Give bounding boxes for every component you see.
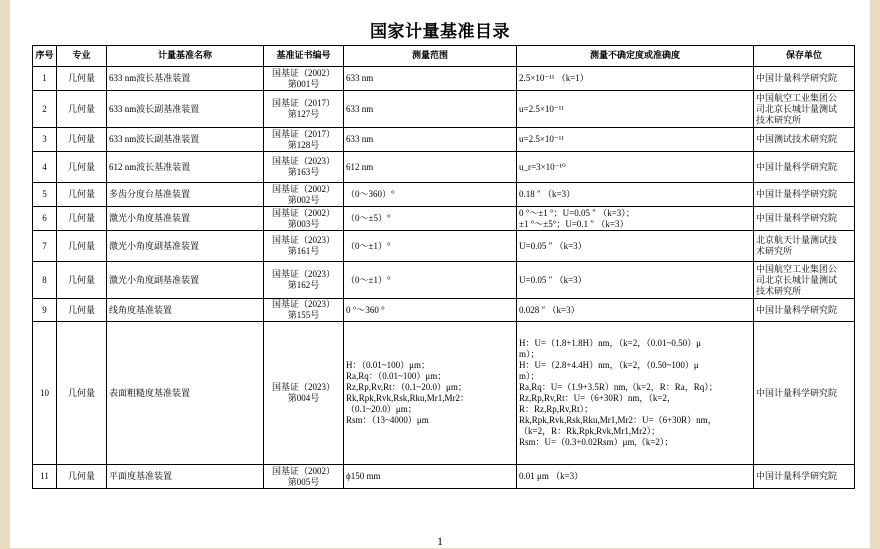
cell-cert-line: 国基证（2017） <box>271 98 335 108</box>
cell-range <box>344 91 517 128</box>
cell-unit <box>754 67 855 91</box>
cell-unit <box>754 262 855 299</box>
cell-cert <box>264 465 344 489</box>
cell-uncertainty-line: u=2.5×10⁻¹¹ <box>519 134 565 144</box>
cell-field: 几何量 <box>57 465 107 489</box>
cell-cert <box>264 152 344 183</box>
cell-cert <box>264 91 344 128</box>
cell-range <box>344 128 517 152</box>
cell-field: 几何量 <box>57 322 107 465</box>
cell-uncertainty <box>517 152 754 183</box>
cell-uncertainty <box>517 231 754 262</box>
cell-unit <box>754 465 855 489</box>
cell-unit-line: 中国航空工业集团公 <box>756 263 838 274</box>
cell-range <box>344 207 517 231</box>
cell-name: 612 nm波长基准装置 <box>107 152 264 183</box>
cell-uncertainty-line: 0.028 ″ （k=3） <box>519 304 580 315</box>
cell-field: 几何量 <box>57 152 107 183</box>
cell-range-line: ϕ150 mm <box>346 471 381 481</box>
cell-range <box>344 299 517 322</box>
cell-no: 8 <box>33 262 57 299</box>
cell-range-line: Rsm：（13~4000）μm <box>346 415 429 425</box>
cell-uncertainty-line: Rsm：U=（0.3+0.02Rsm）μm,（k=2）； <box>519 437 674 447</box>
cell-no: 11 <box>33 465 57 489</box>
cell-cert-line: 国基证（2023） <box>271 235 335 245</box>
cell-no: 4 <box>33 152 57 183</box>
table-body <box>33 67 855 489</box>
cell-field: 几何量 <box>57 231 107 262</box>
cell-uncertainty-line: m）； <box>519 349 540 359</box>
cell-unit-line: 中国计量科学研究院 <box>756 189 838 199</box>
cell-no: 6 <box>33 207 57 231</box>
cell-uncertainty-line: 0.18 ″ （k=3） <box>519 189 576 199</box>
table-row <box>33 207 855 231</box>
cell-no: 10 <box>33 322 57 465</box>
table-row <box>33 183 855 207</box>
cell-range-line: 633 nm <box>346 103 374 114</box>
cell-range-line: 633 nm <box>346 134 374 144</box>
cell-uncertainty-line: （k=2，R：Rk,Rpk,Rvk,Mr1,Mr2）； <box>519 426 661 436</box>
header-uncertainty: 测量不确定度或准确度 <box>517 46 754 67</box>
cell-cert <box>264 207 344 231</box>
cell-unit <box>754 152 855 183</box>
cell-no: 2 <box>33 91 57 128</box>
table-row <box>33 91 855 128</box>
cell-cert <box>264 128 344 152</box>
cell-name: 平面度基准装置 <box>107 465 264 489</box>
cell-field: 几何量 <box>57 207 107 231</box>
cell-cert-line: 第001号 <box>287 78 320 89</box>
cell-cert <box>264 183 344 207</box>
cell-name: 表面粗糙度基准装置 <box>107 322 264 465</box>
cell-no: 9 <box>33 299 57 322</box>
cell-uncertainty-line: u=2.5×10⁻¹¹ <box>519 103 565 114</box>
cell-unit-line: 中国测试技术研究院 <box>756 134 838 144</box>
cell-uncertainty-line: ±1 °～±5°；U=0.1 ″ （k=3） <box>519 218 629 229</box>
cell-range-line: Rk,Rpk,Rvk,Rsk,Rku,Mr1,Mr2： <box>346 393 470 403</box>
cell-uncertainty <box>517 128 754 152</box>
cell-range-line: 0 °～360 ° <box>346 304 385 315</box>
page-number: 1 <box>437 534 443 548</box>
cell-cert <box>264 231 344 262</box>
table-row <box>33 322 855 465</box>
cell-cert-line: 国基证（2023） <box>271 269 335 279</box>
cell-unit-line: 北京航天计量测试技 <box>756 235 838 245</box>
cell-unit <box>754 91 855 128</box>
cell-field: 几何量 <box>57 67 107 91</box>
cell-cert-line: 第004号 <box>287 393 320 403</box>
cell-no: 5 <box>33 183 57 207</box>
cell-range <box>344 152 517 183</box>
table-row <box>33 152 855 183</box>
cell-uncertainty <box>517 299 754 322</box>
page-title: 国家计量基准目录 <box>370 22 510 42</box>
cell-range-line: （0～±1）° <box>346 240 391 251</box>
header-cert: 基准证书编号 <box>264 46 344 67</box>
cell-unit <box>754 183 855 207</box>
cell-uncertainty-line: u_r=3×10⁻¹⁰ <box>519 161 566 172</box>
cell-name: 激光小角度基准装置 <box>107 207 264 231</box>
cell-uncertainty <box>517 322 754 465</box>
cell-uncertainty-line: 0.01 μm （k=3） <box>519 471 584 481</box>
table-row <box>33 299 855 322</box>
cell-no: 1 <box>33 67 57 91</box>
table-row <box>33 128 855 152</box>
cell-uncertainty-line: Ra,Rq：U=（1.9+3.5R）nm,（k=2，R：Ra，Rq）； <box>519 382 718 392</box>
cell-uncertainty <box>517 91 754 128</box>
cell-cert-line: 第005号 <box>287 476 320 487</box>
cell-uncertainty-line: U=0.05 ″ （k=3） <box>519 240 587 251</box>
cell-unit-line: 中国计量科学研究院 <box>756 471 838 481</box>
cell-cert-line: 第155号 <box>287 310 320 320</box>
cell-range-line: （0～±1）° <box>346 274 391 285</box>
cell-name: 633 nm波长副基准装置 <box>107 128 264 152</box>
cell-cert-line: 国基证（2023） <box>271 299 335 309</box>
cell-name: 线角度基准装置 <box>107 299 264 322</box>
cell-cert-line: 第128号 <box>287 139 320 150</box>
cell-range <box>344 322 517 465</box>
cell-unit-line: 司北京长城计量测试 <box>756 274 838 285</box>
cell-no: 7 <box>33 231 57 262</box>
cell-cert <box>264 299 344 322</box>
cell-cert-line: 国基证（2023） <box>271 156 335 166</box>
cell-cert-line: 第127号 <box>287 109 320 119</box>
cell-name: 633 nm波长基准装置 <box>107 67 264 91</box>
cell-unit-line: 中国航空工业集团公 <box>756 92 838 103</box>
cell-unit-line: 中国计量科学研究院 <box>756 304 838 315</box>
cell-uncertainty <box>517 207 754 231</box>
cell-unit-line: 技术研究所 <box>756 114 802 125</box>
cell-cert-line: 国基证（2002） <box>271 183 335 194</box>
cell-uncertainty-line: 0 °～±1 °；U=0.05 ″ （k=3）； <box>519 207 635 218</box>
cell-range-line: Rz,Rp,Rv,Rt：（0.1~20.0）μm； <box>346 382 467 392</box>
cell-range-line: Ra,Rq：（0.01~100）μm； <box>346 371 447 381</box>
cell-range <box>344 465 517 489</box>
cell-no: 3 <box>33 128 57 152</box>
table-row <box>33 67 855 91</box>
cell-uncertainty <box>517 67 754 91</box>
cell-uncertainty-line: U=0.05 ″ （k=3） <box>519 274 587 285</box>
catalog-table <box>32 45 855 489</box>
cell-unit <box>754 207 855 231</box>
cell-uncertainty <box>517 262 754 299</box>
cell-name: 激光小角度副基准装置 <box>107 262 264 299</box>
cell-unit-line: 中国计量科学研究院 <box>756 73 838 83</box>
cell-range-line: 612 nm <box>346 161 374 172</box>
table-row <box>33 262 855 299</box>
cell-uncertainty-line: 2.5×10⁻¹¹ （k=1） <box>519 73 589 83</box>
cell-range <box>344 262 517 299</box>
table-header-row <box>33 46 855 67</box>
cell-unit-line: 中国计量科学研究院 <box>756 213 838 223</box>
cell-range-line: （0.1~20.0）μm； <box>346 404 417 414</box>
cell-unit-line: 中国计量科学研究院 <box>756 387 838 398</box>
cell-uncertainty-line: H：U=（2.8+4.4H）nm，（k=2，（0.50~100）μ <box>519 360 699 370</box>
cell-cert-line: 国基证（2017） <box>271 128 335 139</box>
cell-name: 633 nm波长副基准装置 <box>107 91 264 128</box>
table-row <box>33 231 855 262</box>
cell-name: 多齿分度台基准装置 <box>107 183 264 207</box>
cell-range-line: H：（0.01~100）μm； <box>346 360 430 370</box>
cell-cert <box>264 67 344 91</box>
cell-cert-line: 第163号 <box>287 167 320 177</box>
cell-unit-line: 中国计量科学研究院 <box>756 161 838 172</box>
cell-range-line: （0～±5）° <box>346 213 391 223</box>
cell-unit-line: 术研究所 <box>756 246 793 256</box>
cell-unit-line: 技术研究所 <box>756 285 802 296</box>
cell-unit <box>754 322 855 465</box>
cell-field: 几何量 <box>57 299 107 322</box>
cell-uncertainty-line: Rz,Rp,Rv,Rt：U=（6+30R）nm，（k=2， <box>519 393 676 403</box>
cell-cert-line: 第161号 <box>287 246 320 256</box>
cell-cert <box>264 262 344 299</box>
cell-range <box>344 231 517 262</box>
cell-cert-line: 国基证（2023） <box>271 382 335 392</box>
cell-cert-line: 第003号 <box>287 218 320 229</box>
cell-uncertainty-line: m）； <box>519 371 540 381</box>
cell-field: 几何量 <box>57 91 107 128</box>
cell-field: 几何量 <box>57 262 107 299</box>
cell-range-line: （0～360）° <box>346 189 395 199</box>
cell-uncertainty-line: R：Rz,Rp,Rv,Rt）； <box>519 404 594 414</box>
cell-name: 激光小角度副基准装置 <box>107 231 264 262</box>
document-page <box>10 0 870 548</box>
cell-unit <box>754 299 855 322</box>
cell-uncertainty <box>517 465 754 489</box>
cell-cert-line: 国基证（2002） <box>271 465 335 476</box>
header-name: 计量基准名称 <box>107 46 264 67</box>
header-range: 测量范围 <box>344 46 517 67</box>
cell-cert-line: 国基证（2002） <box>271 67 335 78</box>
cell-unit <box>754 231 855 262</box>
cell-range <box>344 183 517 207</box>
cell-uncertainty <box>517 183 754 207</box>
cell-cert <box>264 322 344 465</box>
header-no: 序号 <box>33 46 57 67</box>
cell-field: 几何量 <box>57 128 107 152</box>
cell-field: 几何量 <box>57 183 107 207</box>
cell-uncertainty-line: H：U=（1.8+1.8H）nm，（k=2，（0.01~0.50）μ <box>519 338 701 348</box>
header-field: 专业 <box>57 46 107 67</box>
cell-unit-line: 司北京长城计量测试 <box>756 103 838 114</box>
cell-range <box>344 67 517 91</box>
cell-cert-line: 国基证（2002） <box>271 207 335 218</box>
cell-uncertainty-line: Rk,Rpk,Rvk,Rsk,Rku,Mr1,Mr2：U=（6+30R）nm， <box>519 415 717 425</box>
cell-unit <box>754 128 855 152</box>
cell-cert-line: 第002号 <box>287 194 320 205</box>
cell-cert-line: 第162号 <box>287 280 320 290</box>
table-row <box>33 465 855 489</box>
header-unit: 保存单位 <box>754 46 855 67</box>
cell-range-line: 633 nm <box>346 73 374 83</box>
